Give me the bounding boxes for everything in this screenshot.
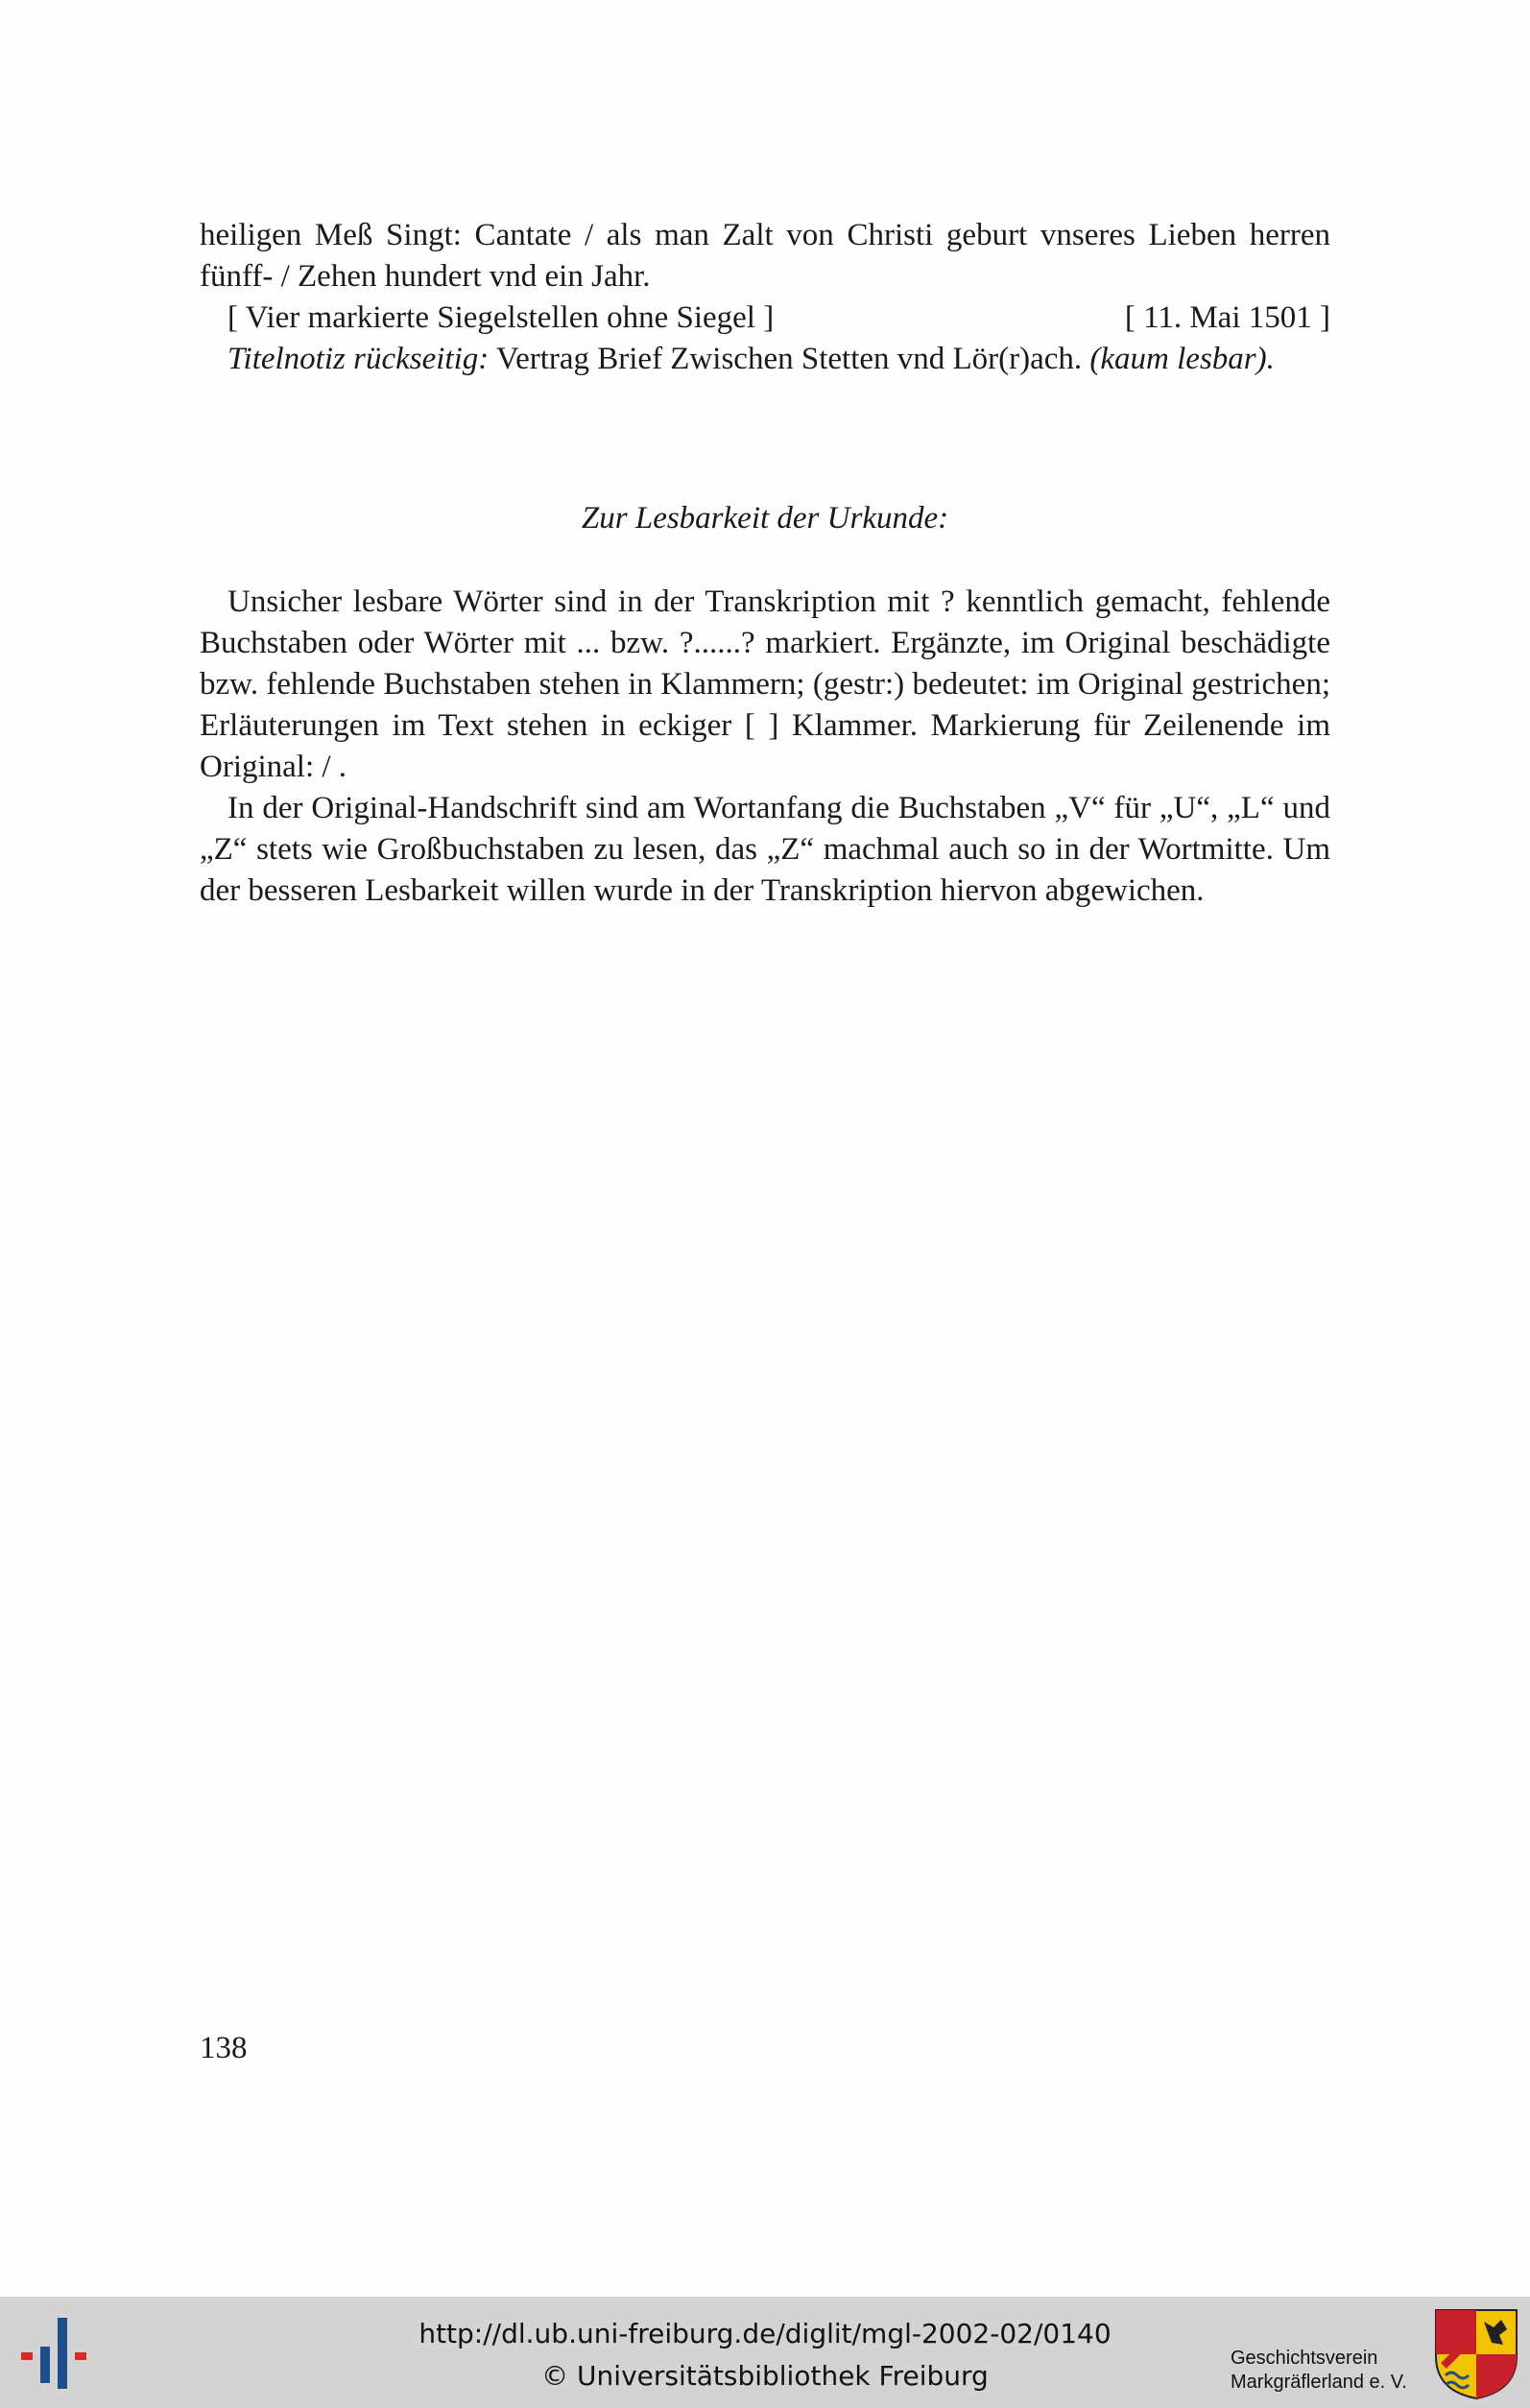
society-name-line1: Geschichtsverein [1231,2348,1378,2369]
document-text-main [200,582,1330,912]
coat-of-arms-icon [1434,2308,1518,2400]
footer-bar [0,2297,1530,2408]
seal-note: [ Vier markierte Siegelstellen ohne Siegel ] [227,300,775,335]
copyright-text: © Universitätsbibliothek Freiburg [541,2360,989,2392]
paragraph-legibility: Unsicher lesbare Wörter sind in der Transkription mit ? kenntlich gemacht, fehlende Buchstaben oder Wörter mit ... bzw. ?......? markiert. Ergänzte, im Original beschädigte bzw. fehlende Buchstaben stehen in Klammern; (gestr:) bedeutet: im Original gestrichen; Erläuterungen im Text stehen in eckiger [ ] Klammer. Markierung für Zeilenende im Original: / . [200,584,1330,784]
date-note: [ 11. Mai 1501 ] [1124,300,1330,335]
paragraph-closing: heiligen Meß Singt: Cantate / als man Zalt von Christi geburt vnseres Lieben herren fünff- / Zehen hundert vnd ein Jahr. [200,218,1330,294]
society-name-line2: Markgräflerland e. V. [1231,2372,1407,2393]
title-note [200,339,1330,380]
document-text-top [200,215,1330,380]
page-number: 138 [200,2031,248,2065]
title-note-remark: (kaum lesbar). [1089,342,1275,376]
paragraph-letters: In der Original-Handschrift sind am Wortanfang die Buchstaben „V“ für „U“, „L“ und „Z“ stets wie Großbuchstaben zu lesen, das „Z“ machmal auch so in der Wortmitte. Um der besseren Lesbarkeit willen wurde in der Transkription hiervon abgewichen. [200,791,1330,908]
title-note-label: Titelnotiz rückseitig: [227,342,490,376]
society-name [1231,2347,1407,2395]
document-url-link[interactable]: http://dl.ub.uni-freiburg.de/diglit/mgl-2002-02/0140 [418,2318,1112,2349]
section-heading: Zur Lesbarkeit der Urkunde: [581,501,949,536]
seal-date-line [200,298,1330,339]
title-note-text: Vertrag Brief Zwischen Stetten vnd Lör(r)ach. [495,342,1083,376]
